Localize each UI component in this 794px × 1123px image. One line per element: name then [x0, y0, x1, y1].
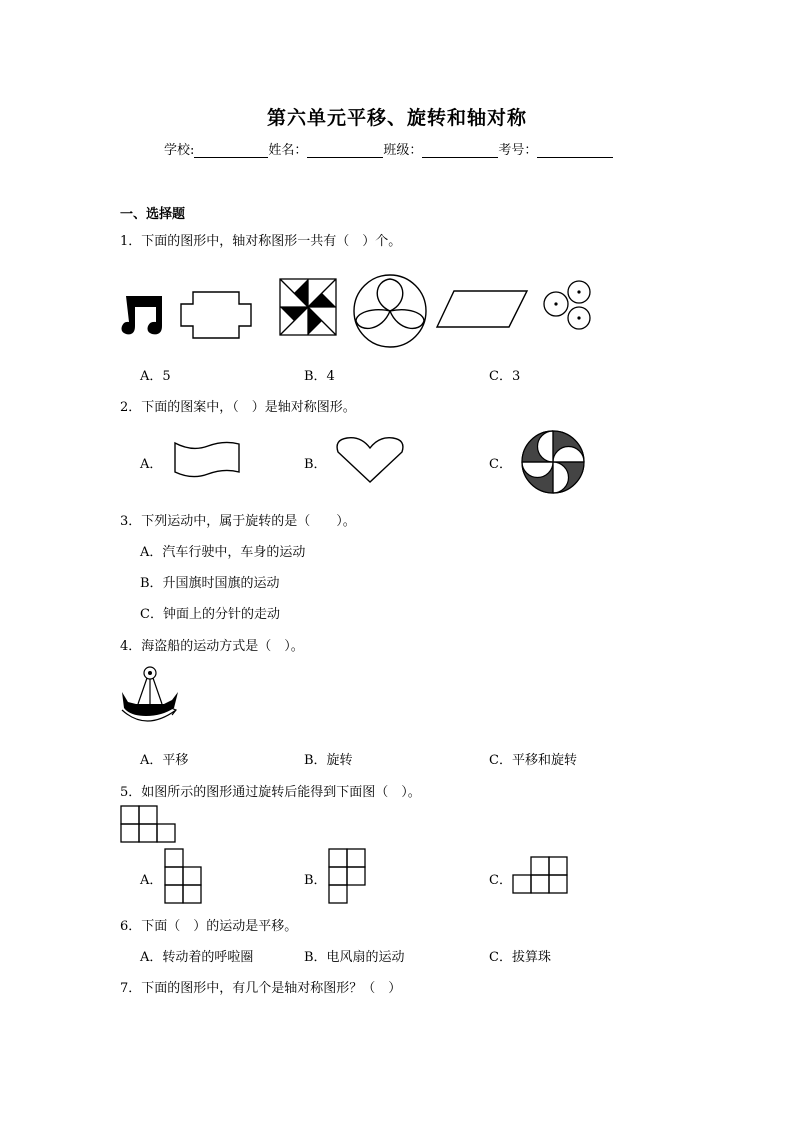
q5-original-shape-figure	[120, 805, 176, 843]
q5-option-a-shape-figure	[164, 848, 202, 904]
q5-option-b[interactable]: B．	[304, 873, 327, 888]
question-4-stem: 4．海盗船的运动方式是（ ）。	[120, 639, 304, 654]
name-label: 姓名：	[268, 143, 308, 158]
name-blank[interactable]	[307, 143, 383, 158]
q3-option-c[interactable]: C．钟面上的分针的走动	[140, 607, 280, 622]
question-1-stem: 1．下面的图形中，轴对称图形一共有（ ）个。	[120, 234, 402, 249]
class-label: 班级：	[383, 143, 423, 158]
school-label: 学校:	[164, 143, 195, 158]
q2-option-a[interactable]: A．	[140, 457, 163, 472]
q3-option-a[interactable]: A．汽车行驶中，车身的运动	[140, 545, 306, 560]
pinwheel-circle-figure	[520, 429, 586, 495]
q2-option-b[interactable]: B．	[304, 457, 327, 472]
q5-option-a[interactable]: A．	[140, 873, 163, 888]
question-3-stem: 3．下列运动中，属于旋转的是（ ）。	[120, 514, 356, 529]
exam-no-blank[interactable]	[537, 143, 613, 158]
q5-option-c-shape-figure	[512, 856, 568, 894]
circle-three-petals-figure	[352, 273, 428, 349]
parallelogram-figure	[436, 290, 528, 328]
notched-rectangle-figure	[180, 291, 252, 339]
class-blank[interactable]	[422, 143, 498, 158]
q6-option-a[interactable]: A．转动着的呼啦圈	[140, 950, 254, 965]
question-2-stem: 2．下面的图案中，（ ）是轴对称图形。	[120, 400, 356, 415]
student-info-line	[164, 139, 613, 158]
q1-option-b[interactable]: B．4	[304, 369, 335, 384]
exam-no-label: 考号：	[498, 143, 538, 158]
pirate-ship-figure	[116, 664, 182, 728]
q5-option-c[interactable]: C．	[489, 873, 512, 888]
q1-option-a[interactable]: A．5	[140, 369, 171, 384]
section-heading: 一、选择题	[120, 207, 186, 222]
q4-option-c[interactable]: C．平移和旋转	[489, 753, 577, 768]
school-blank[interactable]	[194, 143, 268, 158]
pinwheel-figure	[279, 278, 337, 336]
music-note-figure	[124, 292, 166, 338]
question-7-stem: 7．下面的图形中，有几个是轴对称图形？（ ）	[120, 981, 402, 996]
q4-option-a[interactable]: A．平移	[140, 753, 189, 768]
q2-option-c[interactable]: C．	[489, 457, 512, 472]
question-5-stem: 5．如图所示的图形通过旋转后能得到下面图（ ）。	[120, 785, 421, 800]
q6-option-b[interactable]: B．电风扇的运动	[304, 950, 405, 965]
q6-option-c[interactable]: C．拔算珠	[489, 950, 551, 965]
q3-option-b[interactable]: B．升国旗时国旗的运动	[140, 576, 280, 591]
heart-figure	[335, 436, 405, 484]
page-title: 第六单元平移、旋转和轴对称	[266, 107, 527, 129]
q4-option-b[interactable]: B．旋转	[304, 753, 353, 768]
question-6-stem: 6．下面（ ）的运动是平移。	[120, 919, 298, 934]
q1-option-c[interactable]: C．3	[489, 369, 521, 384]
wavy-flag-figure	[172, 440, 242, 480]
three-circles-figure	[542, 276, 598, 332]
q5-option-b-shape-figure	[328, 848, 366, 904]
